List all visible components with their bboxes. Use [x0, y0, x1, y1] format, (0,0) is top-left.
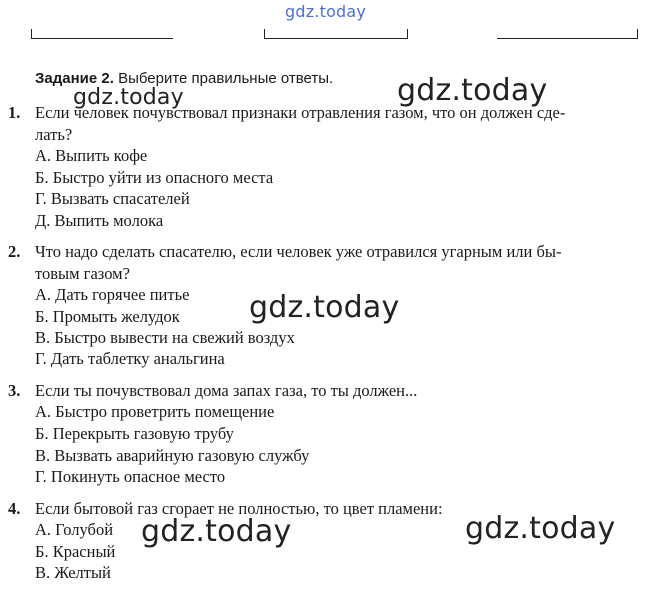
answer-option: В. Вызвать аварийную газовую службу: [35, 446, 310, 465]
watermark: gdz.today: [249, 290, 400, 325]
task-label: Задание 2.: [35, 70, 114, 87]
task-text: Выберите правильные ответы.: [118, 70, 334, 87]
question-text: Если бытовой газ сгорает не полностью, то цвет пламени:: [35, 499, 443, 518]
answer-option: В. Быстро вывести на свежий воздух: [35, 328, 295, 347]
question-text: Если человек почувствовал признаки отравления газом, что он должен сде-: [35, 103, 566, 122]
question-text: лать?: [35, 125, 73, 144]
answer-option: Б. Красный: [35, 542, 116, 561]
answer-option: Б. Промыть желудок: [35, 307, 180, 326]
header-rule-left: [31, 29, 173, 39]
answer-option: Г. Покинуть опасное место: [35, 467, 226, 486]
watermark: gdz.today: [465, 511, 616, 546]
question-text: Если ты почувствовал дома запах газа, то ты должен...: [35, 381, 418, 400]
header-rule-middle: [264, 29, 408, 39]
question-number: 3.: [8, 381, 21, 400]
answer-option: А. Выпить кофе: [35, 146, 148, 165]
answer-option: А. Голубой: [35, 520, 114, 539]
answer-option: Б. Быстро уйти из опасного места: [35, 168, 274, 187]
watermark: gdz.today: [141, 514, 292, 549]
watermark-top: gdz.today: [285, 2, 367, 21]
watermark: gdz.today: [397, 73, 548, 108]
answer-option: Д. Выпить молока: [35, 211, 164, 230]
question-number: 2.: [8, 242, 21, 261]
question-number: 4.: [8, 499, 21, 518]
answer-option: Г. Дать таблетку анальгина: [35, 349, 225, 368]
answer-option: А. Быстро проветрить помещение: [35, 402, 275, 421]
header-rule-right: [497, 29, 638, 39]
answer-option: Г. Вызвать спасателей: [35, 189, 190, 208]
question-number: 1.: [8, 103, 21, 122]
answer-option: В. Желтый: [35, 563, 111, 582]
task-heading: [35, 70, 333, 87]
question-text: товым газом?: [35, 264, 130, 283]
answer-option: Б. Перекрыть газовую трубу: [35, 424, 234, 443]
answer-option: А. Дать горячее питье: [35, 285, 190, 304]
watermark: gdz.today: [73, 85, 184, 110]
question-text: Что надо сделать спасателю, если человек уже отравился угарным или бы-: [35, 242, 562, 261]
